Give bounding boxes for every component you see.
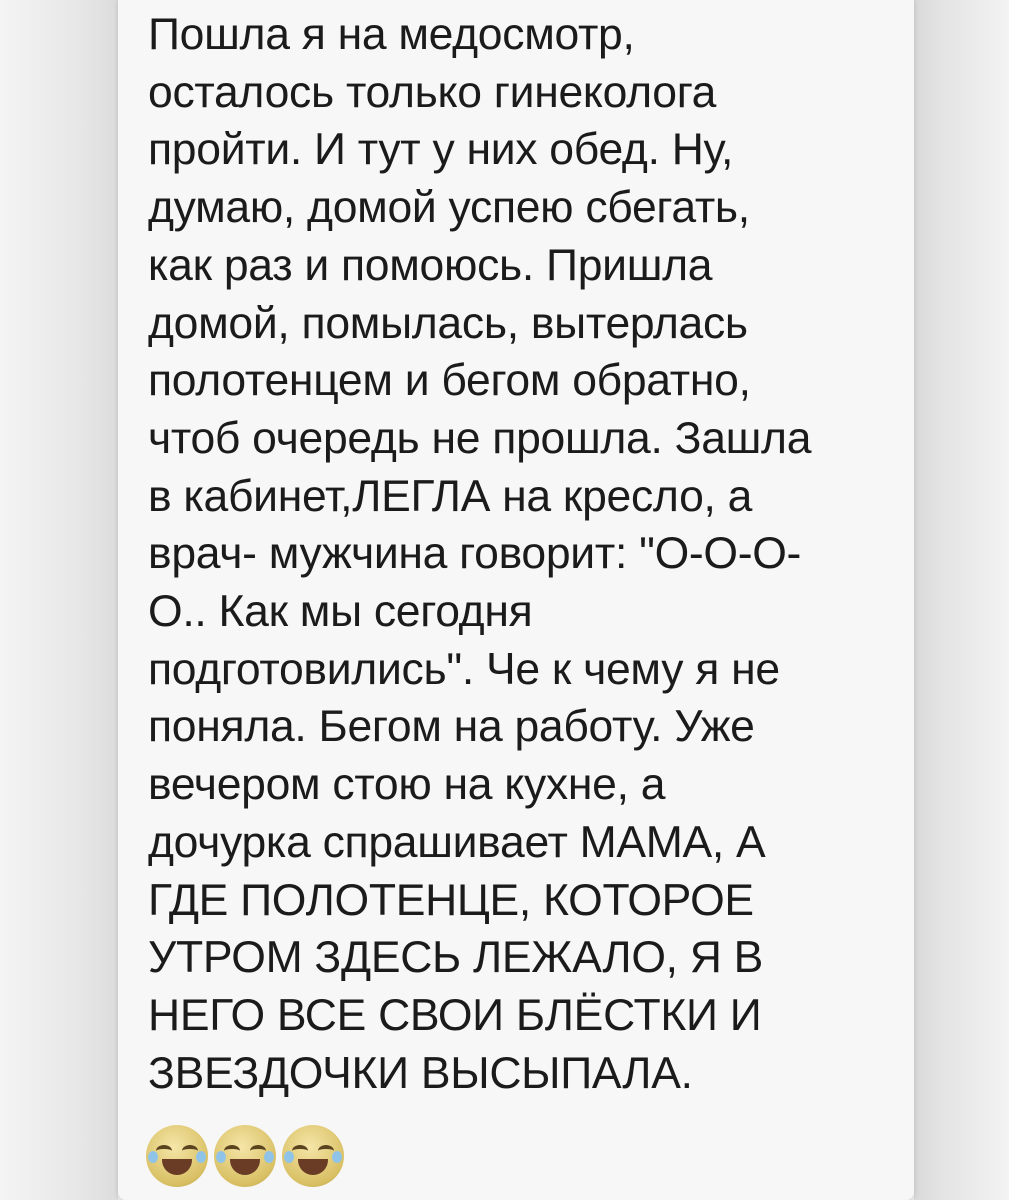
right-margin [914, 0, 1009, 1200]
tears-of-joy-emoji-icon [282, 1125, 344, 1187]
emoji-row [146, 1125, 344, 1187]
left-margin [0, 0, 118, 1200]
tears-of-joy-emoji-icon [214, 1125, 276, 1187]
tears-of-joy-emoji-icon [146, 1125, 208, 1187]
message-text: Пошла я на медосмотр, осталось только гинеколога пройти. И тут у них обед. Ну, думаю, домой успею сбегать, как раз и помоюсь. Пришла домой, помылась, вытерлась полотенцем и бегом обратно, чтоб очередь не прошла. Зашла в кабинет,ЛЕГЛА на кресло, а врач- мужчина говорит: "О-О-О- О.. Как мы сегодня подготовились". Че к чему я не поняла. Бегом на работу. Уже вечером стою на кухне, а дочурка спрашивает МАМА, А ГДЕ ПОЛОТЕНЦЕ, КОТОРОЕ УТРОМ ЗДЕСЬ ЛЕЖАЛО, Я В НЕГО ВСЕ СВОИ БЛЁСТКИ И ЗВЕЗДОЧКИ ВЫСЫПАЛА. [148, 10, 812, 1098]
